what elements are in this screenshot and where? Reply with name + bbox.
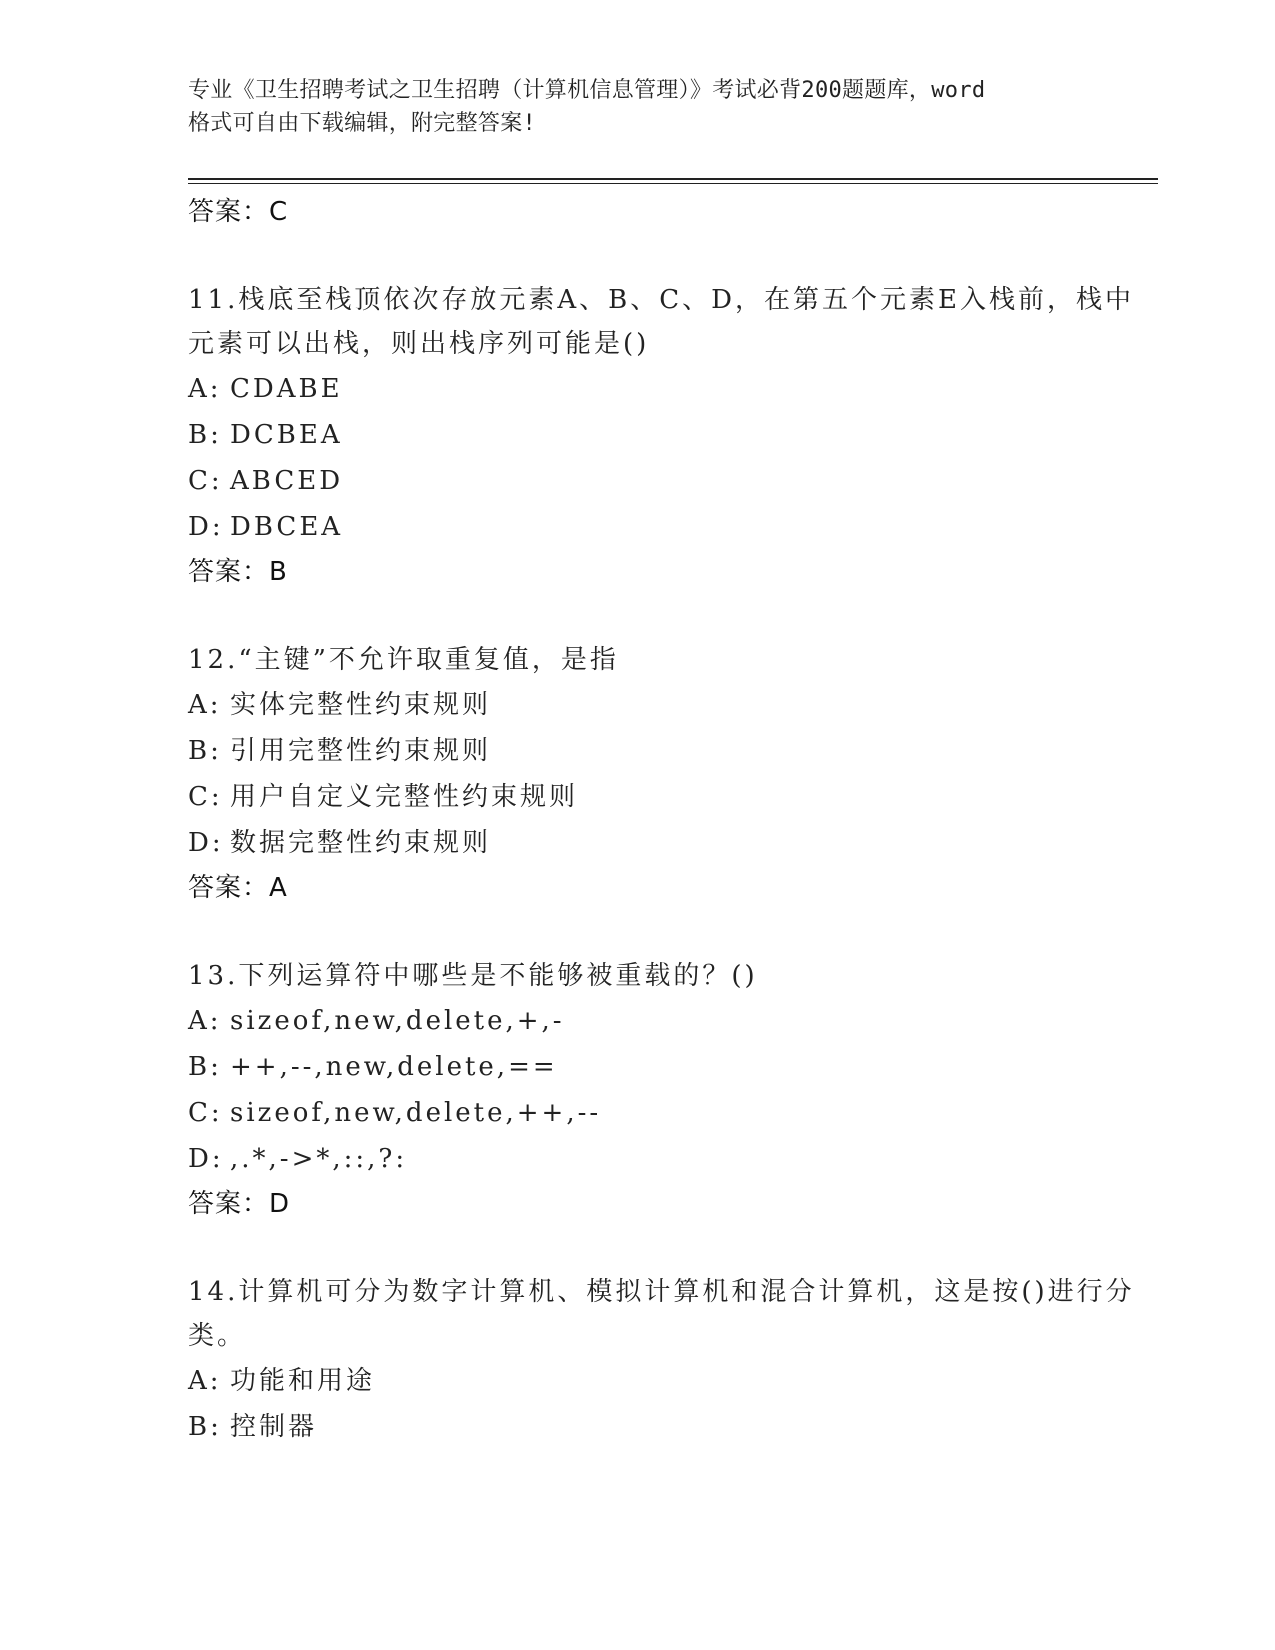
option-d (188, 504, 1158, 550)
option-text: 功能和用途 (230, 1366, 376, 1396)
option-letter: C: (188, 466, 223, 496)
answer-label: 答案：B (188, 557, 288, 587)
option-letter: A: (188, 1006, 222, 1036)
option-text: ++,--,new,delete,== (230, 1052, 558, 1082)
option-b (188, 1404, 1158, 1450)
option-letter: D: (188, 1144, 224, 1174)
question-list (188, 190, 1158, 1450)
option-c (188, 1090, 1158, 1136)
option-letter: A: (188, 1366, 222, 1396)
option-text: DBCEA (230, 512, 344, 542)
answer-label: 答案：C (188, 197, 289, 227)
header-line-2: 格式可自由下载编辑，附完整答案! (188, 111, 537, 136)
option-a (188, 1358, 1158, 1404)
option-c (188, 458, 1158, 504)
question-block (188, 638, 1158, 910)
option-text: 用户自定义完整性约束规则 (230, 782, 579, 812)
header-divider-thin (188, 183, 1158, 184)
option-letter: B: (188, 736, 222, 766)
option-text: 实体完整性约束规则 (230, 690, 492, 720)
option-letter: C: (188, 782, 223, 812)
option-text: CDABE (230, 374, 343, 404)
header-divider-thick (188, 178, 1158, 180)
option-c (188, 774, 1158, 820)
question-stem: 13.下列运算符中哪些是不能够被重载的？() (188, 961, 758, 991)
option-letter: A: (188, 374, 222, 404)
header-line-1: 专业《卫生招聘考试之卫生招聘（计算机信息管理）》考试必背200题题库，word (188, 78, 986, 103)
option-a (188, 366, 1158, 412)
option-text: ,.*,->*,::,?: (230, 1144, 408, 1174)
question-block (188, 1270, 1158, 1450)
option-b (188, 728, 1158, 774)
option-b (188, 412, 1158, 458)
option-text: sizeof,new,delete,++,-- (230, 1098, 602, 1128)
option-text: sizeof,new,delete,+,- (230, 1006, 565, 1036)
option-b (188, 1044, 1158, 1090)
option-d (188, 1136, 1158, 1182)
question-stem: 11.栈底至栈顶依次存放元素A、B、C、D，在第五个元素E入栈前，栈中元素可以出栈，则出栈序列可能是() (188, 285, 1134, 359)
option-d (188, 820, 1158, 866)
option-text: 引用完整性约束规则 (230, 736, 492, 766)
option-letter: B: (188, 420, 222, 450)
question-stem: 14.计算机可分为数字计算机、模拟计算机和混合计算机，这是按()进行分类。 (188, 1277, 1135, 1351)
option-text: 数据完整性约束规则 (230, 828, 492, 858)
option-a (188, 682, 1158, 728)
document-header (188, 74, 1088, 140)
question-stem: 12.“主键”不允许取重复值，是指 (188, 645, 619, 675)
option-letter: B: (188, 1052, 222, 1082)
answer-label: 答案：A (188, 873, 288, 903)
option-letter: B: (188, 1412, 222, 1442)
option-text: 控制器 (230, 1412, 318, 1442)
option-text: ABCED (230, 466, 344, 496)
option-letter: C: (188, 1098, 223, 1128)
option-text: DCBEA (230, 420, 343, 450)
question-block (188, 278, 1158, 594)
option-letter: D: (188, 512, 224, 542)
option-letter: A: (188, 690, 222, 720)
option-letter: D: (188, 828, 224, 858)
answer-label: 答案：D (188, 1189, 291, 1219)
question-block (188, 954, 1158, 1226)
option-a (188, 998, 1158, 1044)
